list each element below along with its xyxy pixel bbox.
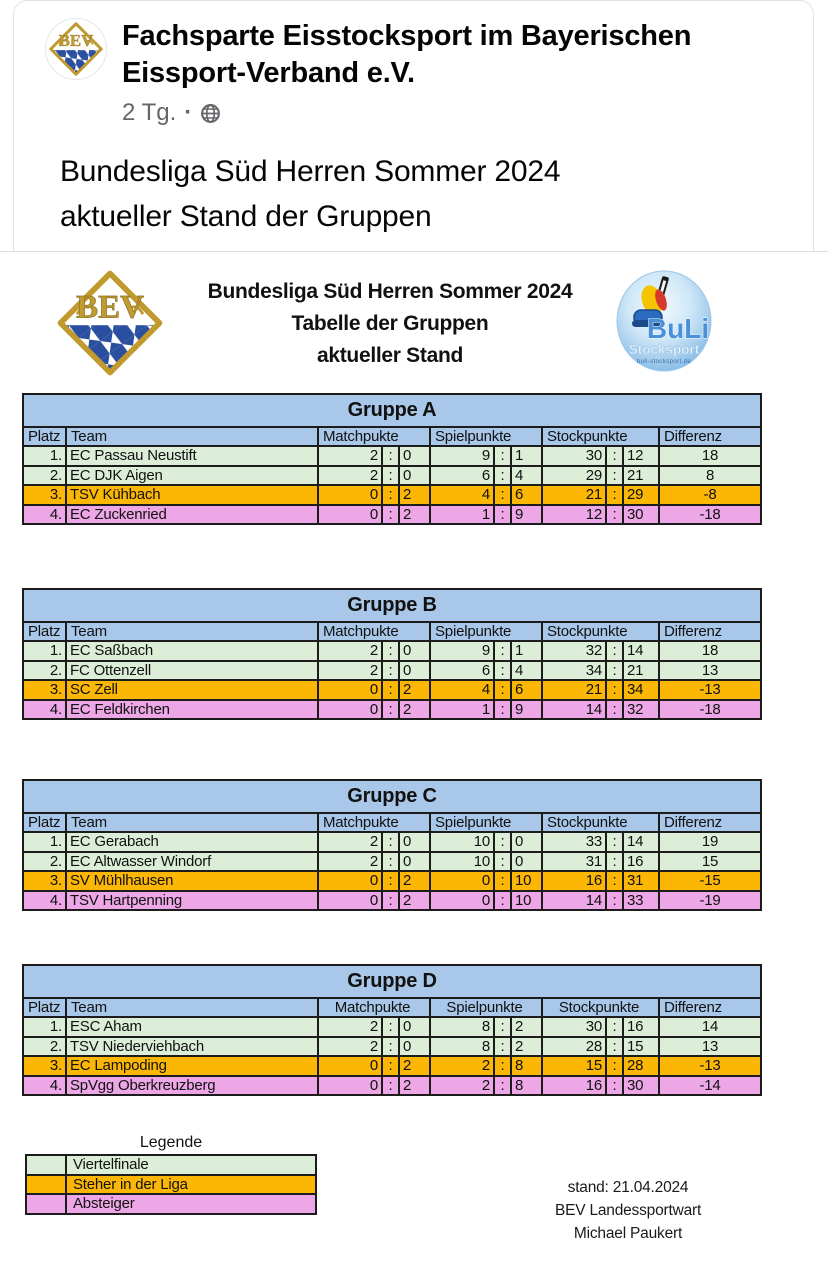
team-cell: EC Feldkirchen bbox=[66, 700, 318, 720]
colon-cell: : bbox=[382, 1076, 399, 1096]
legend-row bbox=[26, 1155, 316, 1175]
diff-cell: 14 bbox=[659, 1017, 761, 1037]
points-right-cell: 2 bbox=[399, 1056, 430, 1076]
points-left-cell: 2 bbox=[430, 1056, 494, 1076]
points-left-cell: 2 bbox=[430, 1076, 494, 1096]
col-header-team: Team bbox=[66, 813, 318, 832]
legend-row bbox=[26, 1175, 316, 1195]
diff-cell: 18 bbox=[659, 641, 761, 661]
col-header-stockpunkte: Stockpunkte bbox=[542, 813, 659, 832]
platz-cell: 4. bbox=[23, 505, 66, 525]
team-cell: EC Saßbach bbox=[66, 641, 318, 661]
colon-cell: : bbox=[382, 700, 399, 720]
points-left-cell: 16 bbox=[542, 1076, 606, 1096]
team-cell: EC Zuckenried bbox=[66, 505, 318, 525]
platz-cell: 3. bbox=[23, 871, 66, 891]
colon-cell: : bbox=[606, 700, 623, 720]
team-cell: EC Gerabach bbox=[66, 832, 318, 852]
col-header-platz: Platz bbox=[23, 622, 66, 641]
points-left-cell: 12 bbox=[542, 505, 606, 525]
points-left-cell: 16 bbox=[542, 871, 606, 891]
points-right-cell: 8 bbox=[511, 1076, 542, 1096]
points-right-cell: 0 bbox=[399, 852, 430, 872]
group-title: Gruppe A bbox=[23, 394, 761, 427]
legend-swatch-pink bbox=[26, 1194, 66, 1214]
diff-cell: 13 bbox=[659, 1037, 761, 1057]
buli-logo bbox=[616, 270, 712, 372]
points-right-cell: 16 bbox=[623, 1017, 659, 1037]
colon-cell: : bbox=[606, 485, 623, 505]
points-left-cell: 0 bbox=[430, 891, 494, 911]
col-header-platz: Platz bbox=[23, 813, 66, 832]
colon-cell: : bbox=[494, 1037, 511, 1057]
points-left-cell: 21 bbox=[542, 680, 606, 700]
col-header-differenz: Differenz bbox=[659, 427, 761, 446]
colon-cell: : bbox=[494, 832, 511, 852]
group-title: Gruppe C bbox=[23, 780, 761, 813]
points-left-cell: 6 bbox=[430, 466, 494, 486]
colon-cell: : bbox=[382, 832, 399, 852]
points-left-cell: 33 bbox=[542, 832, 606, 852]
colon-cell: : bbox=[606, 446, 623, 466]
colon-cell: : bbox=[606, 1037, 623, 1057]
team-cell: ESC Aham bbox=[66, 1017, 318, 1037]
team-cell: SV Mühlhausen bbox=[66, 871, 318, 891]
colon-cell: : bbox=[606, 871, 623, 891]
col-header-differenz: Differenz bbox=[659, 622, 761, 641]
post-timestamp[interactable]: 2 Tg. bbox=[122, 99, 177, 126]
points-right-cell: 1 bbox=[511, 641, 542, 661]
post-text bbox=[60, 149, 560, 239]
table-row bbox=[23, 1076, 761, 1096]
table-row bbox=[23, 446, 761, 466]
platz-cell: 2. bbox=[23, 466, 66, 486]
points-left-cell: 32 bbox=[542, 641, 606, 661]
points-right-cell: 0 bbox=[511, 832, 542, 852]
points-left-cell: 0 bbox=[318, 871, 382, 891]
col-header-team: Team bbox=[66, 427, 318, 446]
diff-cell: -19 bbox=[659, 891, 761, 911]
points-left-cell: 10 bbox=[430, 852, 494, 872]
table-row bbox=[23, 832, 761, 852]
col-header-stockpunkte: Stockpunkte bbox=[542, 622, 659, 641]
post-header bbox=[45, 18, 742, 127]
colon-cell: : bbox=[606, 1076, 623, 1096]
post-image[interactable] bbox=[0, 252, 828, 1288]
graphic-title-line1: Bundesliga Süd Herren Sommer 2024 bbox=[207, 280, 573, 303]
platz-cell: 4. bbox=[23, 700, 66, 720]
points-left-cell: 8 bbox=[430, 1037, 494, 1057]
graphic-title-line3: aktueller Stand bbox=[316, 344, 464, 367]
platz-cell: 1. bbox=[23, 832, 66, 852]
points-right-cell: 34 bbox=[623, 680, 659, 700]
team-cell: TSV Niederviehbach bbox=[66, 1037, 318, 1057]
points-right-cell: 2 bbox=[399, 485, 430, 505]
points-left-cell: 1 bbox=[430, 505, 494, 525]
points-left-cell: 2 bbox=[318, 1017, 382, 1037]
points-left-cell: 9 bbox=[430, 641, 494, 661]
colon-cell: : bbox=[382, 641, 399, 661]
points-right-cell: 0 bbox=[511, 852, 542, 872]
points-right-cell: 9 bbox=[511, 700, 542, 720]
points-right-cell: 30 bbox=[623, 505, 659, 525]
post-meta[interactable] bbox=[122, 99, 742, 127]
points-left-cell: 31 bbox=[542, 852, 606, 872]
platz-cell: 4. bbox=[23, 1076, 66, 1096]
points-right-cell: 0 bbox=[399, 1037, 430, 1057]
colon-cell: : bbox=[382, 1037, 399, 1057]
points-right-cell: 2 bbox=[399, 700, 430, 720]
group-table-b bbox=[22, 588, 762, 720]
diff-cell: -18 bbox=[659, 700, 761, 720]
table-row bbox=[23, 891, 761, 911]
points-left-cell: 2 bbox=[318, 466, 382, 486]
meta-separator: · bbox=[184, 99, 193, 126]
legend-title: Legende bbox=[139, 1134, 203, 1151]
colon-cell: : bbox=[382, 891, 399, 911]
points-right-cell: 14 bbox=[623, 641, 659, 661]
globe-icon bbox=[200, 103, 221, 124]
platz-cell: 2. bbox=[23, 852, 66, 872]
points-right-cell: 14 bbox=[623, 832, 659, 852]
points-left-cell: 2 bbox=[318, 641, 382, 661]
colon-cell: : bbox=[494, 1056, 511, 1076]
table-row bbox=[23, 852, 761, 872]
col-header-spielpunkte: Spielpunkte bbox=[430, 622, 542, 641]
points-right-cell: 9 bbox=[511, 505, 542, 525]
group-table-a bbox=[22, 393, 762, 525]
points-right-cell: 33 bbox=[623, 891, 659, 911]
points-left-cell: 30 bbox=[542, 446, 606, 466]
points-right-cell: 2 bbox=[511, 1037, 542, 1057]
post-text-line1: Bundesliga Süd Herren Sommer 2024 bbox=[60, 155, 561, 188]
points-left-cell: 0 bbox=[318, 680, 382, 700]
platz-cell: 4. bbox=[23, 891, 66, 911]
colon-cell: : bbox=[382, 485, 399, 505]
colon-cell: : bbox=[382, 446, 399, 466]
points-left-cell: 0 bbox=[318, 1076, 382, 1096]
colon-cell: : bbox=[382, 1017, 399, 1037]
points-left-cell: 15 bbox=[542, 1056, 606, 1076]
colon-cell: : bbox=[606, 852, 623, 872]
table-row bbox=[23, 1056, 761, 1076]
legend-label: Absteiger bbox=[66, 1194, 316, 1214]
points-left-cell: 0 bbox=[318, 891, 382, 911]
col-header-platz: Platz bbox=[23, 998, 66, 1017]
points-right-cell: 0 bbox=[399, 446, 430, 466]
platz-cell: 2. bbox=[23, 1037, 66, 1057]
col-header-differenz: Differenz bbox=[659, 998, 761, 1017]
group-table-c bbox=[22, 779, 762, 911]
colon-cell: : bbox=[494, 852, 511, 872]
table-row bbox=[23, 641, 761, 661]
diff-cell: -13 bbox=[659, 1056, 761, 1076]
team-cell: EC Passau Neustift bbox=[66, 446, 318, 466]
post-card bbox=[13, 0, 814, 252]
points-left-cell: 0 bbox=[318, 1056, 382, 1076]
diff-cell: -14 bbox=[659, 1076, 761, 1096]
legend-swatch-green bbox=[26, 1155, 66, 1175]
colon-cell: : bbox=[606, 641, 623, 661]
points-left-cell: 8 bbox=[430, 1017, 494, 1037]
points-left-cell: 0 bbox=[318, 485, 382, 505]
points-right-cell: 10 bbox=[511, 871, 542, 891]
bev-avatar-logo bbox=[48, 21, 104, 77]
points-right-cell: 28 bbox=[623, 1056, 659, 1076]
points-right-cell: 0 bbox=[399, 832, 430, 852]
col-header-spielpunkte: Spielpunkte bbox=[430, 813, 542, 832]
colon-cell: : bbox=[494, 446, 511, 466]
diff-cell: -8 bbox=[659, 485, 761, 505]
graphic-footer bbox=[498, 1176, 758, 1245]
points-left-cell: 0 bbox=[430, 871, 494, 891]
graphic-title-line2: Tabelle der Gruppen bbox=[291, 312, 489, 335]
points-left-cell: 2 bbox=[318, 661, 382, 681]
points-right-cell: 2 bbox=[399, 505, 430, 525]
colon-cell: : bbox=[606, 1056, 623, 1076]
col-header-team: Team bbox=[66, 998, 318, 1017]
points-left-cell: 2 bbox=[318, 446, 382, 466]
points-right-cell: 2 bbox=[399, 871, 430, 891]
colon-cell: : bbox=[382, 1056, 399, 1076]
colon-cell: : bbox=[494, 661, 511, 681]
buli-logo-subtext: Stocksport bbox=[628, 342, 700, 357]
col-header-team: Team bbox=[66, 622, 318, 641]
points-right-cell: 0 bbox=[399, 466, 430, 486]
col-header-platz: Platz bbox=[23, 427, 66, 446]
points-right-cell: 1 bbox=[511, 446, 542, 466]
colon-cell: : bbox=[606, 832, 623, 852]
table-row bbox=[23, 485, 761, 505]
table-row bbox=[23, 505, 761, 525]
table-row bbox=[23, 661, 761, 681]
diff-cell: -13 bbox=[659, 680, 761, 700]
team-cell: TSV Kühbach bbox=[66, 485, 318, 505]
points-left-cell: 6 bbox=[430, 661, 494, 681]
footer-name: Michael Paukert bbox=[573, 1225, 683, 1242]
points-right-cell: 4 bbox=[511, 466, 542, 486]
points-right-cell: 0 bbox=[399, 1017, 430, 1037]
legend-row bbox=[26, 1194, 316, 1214]
graphic-title bbox=[150, 276, 630, 372]
diff-cell: 19 bbox=[659, 832, 761, 852]
diff-cell: 13 bbox=[659, 661, 761, 681]
points-left-cell: 34 bbox=[542, 661, 606, 681]
colon-cell: : bbox=[494, 1076, 511, 1096]
points-right-cell: 2 bbox=[399, 680, 430, 700]
colon-cell: : bbox=[494, 641, 511, 661]
colon-cell: : bbox=[382, 466, 399, 486]
diff-cell: 15 bbox=[659, 852, 761, 872]
col-header-stockpunkte: Stockpunkte bbox=[542, 998, 659, 1017]
colon-cell: : bbox=[606, 505, 623, 525]
table-row bbox=[23, 871, 761, 891]
post-text-line2: aktueller Stand der Gruppen bbox=[60, 200, 432, 233]
points-right-cell: 32 bbox=[623, 700, 659, 720]
col-header-matchpukte: Matchpukte bbox=[318, 427, 430, 446]
colon-cell: : bbox=[606, 680, 623, 700]
colon-cell: : bbox=[606, 466, 623, 486]
points-right-cell: 8 bbox=[511, 1056, 542, 1076]
points-right-cell: 29 bbox=[623, 485, 659, 505]
avatar[interactable] bbox=[45, 18, 107, 80]
platz-cell: 3. bbox=[23, 485, 66, 505]
table-row bbox=[23, 680, 761, 700]
points-left-cell: 28 bbox=[542, 1037, 606, 1057]
points-left-cell: 14 bbox=[542, 700, 606, 720]
platz-cell: 1. bbox=[23, 641, 66, 661]
points-left-cell: 2 bbox=[318, 852, 382, 872]
points-right-cell: 21 bbox=[623, 466, 659, 486]
platz-cell: 3. bbox=[23, 1056, 66, 1076]
points-left-cell: 21 bbox=[542, 485, 606, 505]
colon-cell: : bbox=[382, 505, 399, 525]
table-row bbox=[23, 1037, 761, 1057]
col-header-matchpukte: Matchpukte bbox=[318, 998, 430, 1017]
col-header-matchpukte: Matchpukte bbox=[318, 813, 430, 832]
colon-cell: : bbox=[494, 700, 511, 720]
table-row bbox=[23, 466, 761, 486]
table-row bbox=[23, 700, 761, 720]
team-cell: SC Zell bbox=[66, 680, 318, 700]
col-header-spielpunkte: Spielpunkte bbox=[430, 427, 542, 446]
points-left-cell: 4 bbox=[430, 680, 494, 700]
colon-cell: : bbox=[382, 680, 399, 700]
points-left-cell: 0 bbox=[318, 700, 382, 720]
legend-swatch-orange bbox=[26, 1175, 66, 1195]
col-header-matchpukte: Matchpukte bbox=[318, 622, 430, 641]
diff-cell: -18 bbox=[659, 505, 761, 525]
diff-cell: 8 bbox=[659, 466, 761, 486]
platz-cell: 2. bbox=[23, 661, 66, 681]
platz-cell: 3. bbox=[23, 680, 66, 700]
colon-cell: : bbox=[494, 871, 511, 891]
team-cell: EC DJK Aigen bbox=[66, 466, 318, 486]
footer-date: stand: 21.04.2024 bbox=[567, 1179, 689, 1196]
points-left-cell: 2 bbox=[318, 1037, 382, 1057]
points-right-cell: 4 bbox=[511, 661, 542, 681]
colon-cell: : bbox=[494, 466, 511, 486]
post-author[interactable]: Fachsparte Eisstocksport im Bayerischen Eissport-Verband e.V. bbox=[122, 20, 692, 89]
team-cell: FC Ottenzell bbox=[66, 661, 318, 681]
points-right-cell: 2 bbox=[511, 1017, 542, 1037]
footer-role: BEV Landessportwart bbox=[554, 1202, 702, 1219]
points-left-cell: 30 bbox=[542, 1017, 606, 1037]
team-cell: EC Altwasser Windorf bbox=[66, 852, 318, 872]
points-right-cell: 12 bbox=[623, 446, 659, 466]
diff-cell: 18 bbox=[659, 446, 761, 466]
points-right-cell: 6 bbox=[511, 680, 542, 700]
team-cell: TSV Hartpenning bbox=[66, 891, 318, 911]
points-right-cell: 31 bbox=[623, 871, 659, 891]
bev-logo bbox=[55, 268, 165, 378]
col-header-spielpunkte: Spielpunkte bbox=[430, 998, 542, 1017]
platz-cell: 1. bbox=[23, 1017, 66, 1037]
points-left-cell: 2 bbox=[318, 832, 382, 852]
table-row bbox=[23, 1017, 761, 1037]
legend-label: Steher in der Liga bbox=[66, 1175, 316, 1195]
group-table-d bbox=[22, 964, 762, 1096]
points-right-cell: 2 bbox=[399, 1076, 430, 1096]
points-right-cell: 0 bbox=[399, 661, 430, 681]
group-title: Gruppe D bbox=[23, 965, 761, 998]
points-right-cell: 10 bbox=[511, 891, 542, 911]
colon-cell: : bbox=[382, 852, 399, 872]
colon-cell: : bbox=[382, 661, 399, 681]
platz-cell: 1. bbox=[23, 446, 66, 466]
points-left-cell: 1 bbox=[430, 700, 494, 720]
points-left-cell: 14 bbox=[542, 891, 606, 911]
team-cell: EC Lampoding bbox=[66, 1056, 318, 1076]
points-left-cell: 0 bbox=[318, 505, 382, 525]
points-right-cell: 2 bbox=[399, 891, 430, 911]
colon-cell: : bbox=[606, 891, 623, 911]
col-header-stockpunkte: Stockpunkte bbox=[542, 427, 659, 446]
colon-cell: : bbox=[494, 505, 511, 525]
points-right-cell: 21 bbox=[623, 661, 659, 681]
buli-logo-url: buli-stocksport.de bbox=[636, 359, 692, 365]
colon-cell: : bbox=[494, 485, 511, 505]
col-header-differenz: Differenz bbox=[659, 813, 761, 832]
points-left-cell: 29 bbox=[542, 466, 606, 486]
points-right-cell: 16 bbox=[623, 852, 659, 872]
points-right-cell: 30 bbox=[623, 1076, 659, 1096]
points-left-cell: 4 bbox=[430, 485, 494, 505]
colon-cell: : bbox=[494, 680, 511, 700]
points-right-cell: 6 bbox=[511, 485, 542, 505]
points-left-cell: 10 bbox=[430, 832, 494, 852]
legend-label: Viertelfinale bbox=[66, 1155, 316, 1175]
diff-cell: -15 bbox=[659, 871, 761, 891]
colon-cell: : bbox=[382, 871, 399, 891]
points-right-cell: 0 bbox=[399, 641, 430, 661]
colon-cell: : bbox=[494, 1017, 511, 1037]
colon-cell: : bbox=[606, 1017, 623, 1037]
points-right-cell: 15 bbox=[623, 1037, 659, 1057]
colon-cell: : bbox=[606, 661, 623, 681]
legend-table bbox=[25, 1154, 317, 1215]
team-cell: SpVgg Oberkreuzberg bbox=[66, 1076, 318, 1096]
colon-cell: : bbox=[494, 891, 511, 911]
points-left-cell: 9 bbox=[430, 446, 494, 466]
group-title: Gruppe B bbox=[23, 589, 761, 622]
buli-logo-text: BuLi bbox=[646, 313, 710, 344]
